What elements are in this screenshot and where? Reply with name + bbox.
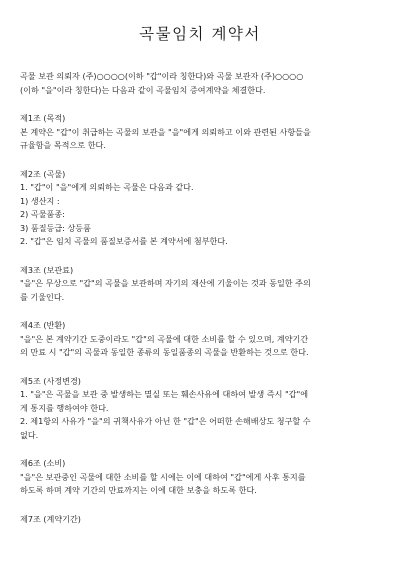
article-line: 2. 제1항의 사유가 "을"의 귀책사유가 아닌 한 "갑"은 어떠한 손해배상도 청구할 수	[20, 416, 311, 426]
document-title: 곡물임치 계약서	[139, 25, 261, 43]
article-5	[20, 375, 382, 443]
article-line: 의 만료 시 "갑"의 곡물과 동일한 종류의 동일품종의 곡물을 반환하는 것으로 한다.	[20, 347, 309, 357]
document-body	[20, 70, 382, 526]
article-1	[20, 112, 382, 153]
article-heading: 제7조 (계약기간)	[20, 513, 81, 524]
article-heading: 제1조 (목적)	[20, 113, 66, 123]
article-4	[20, 319, 382, 360]
article-line: 본 계약은 "갑"이 취급하는 곡물의 보관을 "을"에게 의뢰하고 이와 관련된 사항들을	[20, 126, 311, 137]
article-heading: 제5조 (사정변경)	[20, 375, 81, 386]
article-line: 규율함을 목적으로 한다.	[20, 140, 106, 150]
article-line: 2) 곡물품종:	[20, 209, 65, 219]
intro-paragraph	[20, 70, 382, 97]
article-7	[20, 513, 382, 527]
article-2	[20, 168, 382, 249]
article-line: 1) 생산지 :	[20, 195, 60, 206]
article-line: 2. "갑"은 임치 곡물의 품질보증서를 본 계약서에 첨부한다.	[20, 236, 228, 246]
article-line: 없다.	[20, 429, 39, 440]
article-line: "을"은 본 계약기간 도중이라도 "갑"의 곡물에 대한 소비를 할 수 있으며, 계약기간	[20, 333, 309, 344]
article-line: 1. "을"은 곡물을 보관 중 발생하는 멸실 또는 훼손사유에 대하여 발생 즉시 "갑"에	[20, 389, 309, 399]
intro-line: (이하 "을"이라 칭한다)는 다음과 같이 곡물임치 증여계약을 체결한다.	[20, 84, 266, 95]
article-heading: 제4조 (반환)	[20, 320, 66, 330]
intro-line: 곡물 보관 의뢰자 (주)○○○○(이하 "갑"이라 칭한다)와 곡물 보관자 (주)○○○○	[20, 71, 304, 81]
article-line: "을"은 무상으로 "갑"의 곡물을 보관하며 자기의 재산에 기울이는 것과 동일한 주의	[20, 278, 311, 288]
article-3	[20, 264, 382, 305]
article-line: 하도록 하며 계약 기간의 만료까지는 이에 대한 보충을 하도록 한다.	[20, 485, 257, 495]
article-line: 1. "갑"이 "을"에게 의뢰하는 곡물은 다음과 같다.	[20, 182, 194, 192]
article-heading: 제3조 (보관료)	[20, 264, 74, 275]
article-line: 게 통지를 행하여야 한다.	[20, 402, 109, 413]
article-line: "을"은 보관중인 곡물에 대한 소비를 할 시에는 이에 대하여 "갑"에게 사후 통지를	[20, 471, 306, 482]
article-line: 를 기울인다.	[20, 291, 65, 302]
article-heading: 제2조 (곡물)	[20, 168, 66, 179]
article-line: 3) 품질등급: 상등품	[20, 222, 91, 233]
article-6	[20, 457, 382, 498]
article-heading: 제6조 (소비)	[20, 458, 66, 468]
